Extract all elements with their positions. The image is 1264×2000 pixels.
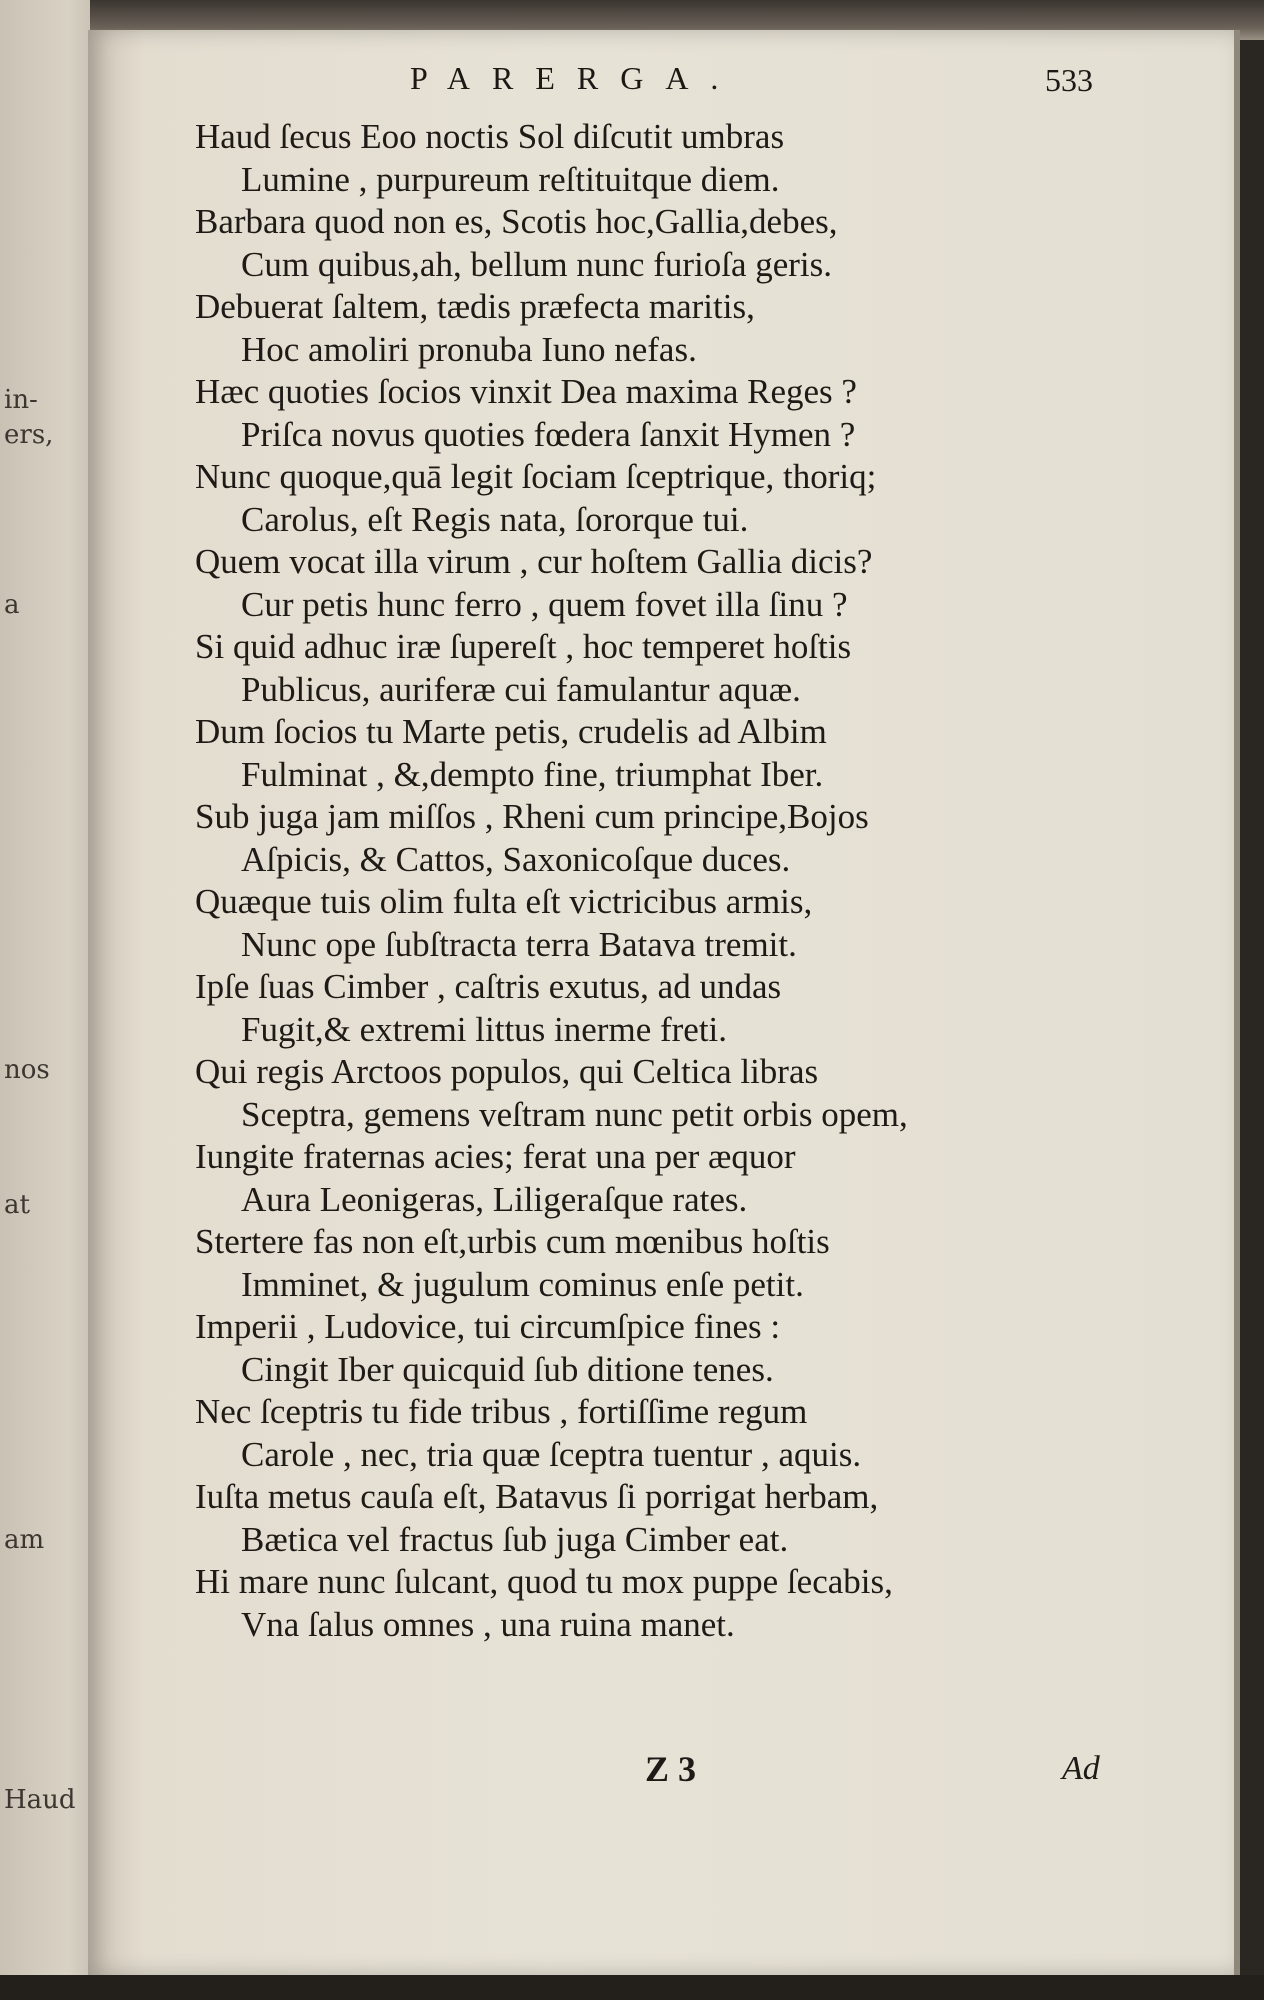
verse-line: Carolus, eſt Regis nata, ſororque tui.	[241, 499, 749, 539]
verse-line: Lumine , purpureum reſtituitque diem.	[241, 159, 780, 199]
book-bottom-edge	[0, 1975, 1264, 2000]
verse-line: Cur petis hunc ferro , quem fovet illa ſinu ?	[241, 584, 848, 624]
verse-line: Sub juga jam miſſos , Rheni cum principe,Bojos	[195, 797, 869, 836]
verse-line: Si quid adhuc iræ ſupereſt , hoc temperet hoſtis	[195, 627, 852, 666]
verse-line: Barbara quod non es, Scotis hoc,Gallia,debes,	[195, 202, 838, 241]
left-fragment: at	[4, 1190, 30, 1220]
verse-line: Fulminat , &,dempto fine, triumphat Iber.	[241, 754, 824, 794]
left-fragment: a	[4, 590, 20, 620]
left-fragment: ers,	[4, 420, 54, 450]
verse-line: Iuſta metus cauſa eſt, Batavus ſi porrigat herbam,	[195, 1477, 879, 1516]
catchword: Ad	[1062, 1750, 1100, 1787]
running-header: PARERGA.	[410, 60, 741, 96]
verse-line: Aura Leonigeras, Liligeraſque rates.	[241, 1179, 748, 1219]
verse-line: Sceptra, gemens veſtram nunc petit orbis opem,	[241, 1094, 908, 1134]
verse-line: Hæc quoties ſocios vinxit Dea maxima Reges ?	[195, 372, 857, 411]
verse-line: Quem vocat illa virum , cur hoſtem Gallia dicis?	[195, 542, 873, 581]
verse-line: Quæque tuis olim fulta eſt victricibus armis,	[195, 882, 813, 921]
verse-line: Priſca novus quoties fœdera ſanxit Hymen ?	[241, 414, 856, 454]
signature-mark: Z 3	[645, 1749, 697, 1789]
verse-line: Carole , nec, tria quæ ſceptra tuentur , aquis.	[241, 1434, 862, 1474]
verse-line: Ipſe ſuas Cimber , caſtris exutus, ad undas	[195, 967, 782, 1006]
verse-line: Bætica vel fractus ſub juga Cimber eat.	[241, 1519, 789, 1559]
verse-line: Hoc amoliri pronuba Iuno nefas.	[241, 329, 697, 369]
verse-line: Fugit,& extremi littus inerme freti.	[241, 1009, 728, 1049]
verse-line: Nunc quoque,quā legit ſociam ſceptrique, thoriq;	[195, 457, 877, 496]
verse-line: Nunc ope ſubſtracta terra Batava tremit.	[241, 924, 797, 964]
verse-line: Vna ſalus omnes , una ruina manet.	[241, 1604, 735, 1644]
left-fragment: am	[4, 1525, 45, 1555]
verse-line: Aſpicis, & Cattos, Saxonicoſque duces.	[241, 839, 791, 879]
left-fragment: in-	[4, 385, 38, 415]
verse-line: Hi mare nunc ſulcant, quod tu mox puppe ſecabis,	[195, 1562, 893, 1601]
verse-line: Imminet, & jugulum cominus enſe petit.	[241, 1264, 804, 1304]
verse-line: Dum ſocios tu Marte petis, crudelis ad Albim	[195, 712, 827, 751]
verse-line: Stertere fas non eſt,urbis cum mœnibus hoſtis	[195, 1222, 830, 1261]
left-fragment: Haud	[4, 1785, 76, 1815]
verse-line: Debuerat ſaltem, tædis præfecta maritis,	[195, 287, 755, 326]
verse-line: Cingit Iber quicquid ſub ditione tenes.	[241, 1349, 774, 1389]
verse-line: Iungite fraternas acies; ferat una per æquor	[195, 1137, 796, 1176]
verse-line: Publicus, auriferæ cui famulantur aquæ.	[241, 669, 801, 709]
verse-block	[195, 116, 1125, 1646]
verse-line: Imperii , Ludovice, tui circumſpice fines :	[195, 1307, 781, 1346]
left-fragment: nos	[4, 1055, 50, 1085]
verse-line: Qui regis Arctoos populos, qui Celtica libras	[195, 1052, 819, 1091]
verse-line: Nec ſceptris tu fide tribus , fortiſſime regum	[195, 1392, 808, 1431]
verse-line: Cum quibus,ah, bellum nunc furioſa geris.	[241, 244, 833, 284]
page-number: 533	[1045, 62, 1093, 98]
verse-line: Haud ſecus Eoo noctis Sol diſcutit umbras	[195, 117, 785, 156]
